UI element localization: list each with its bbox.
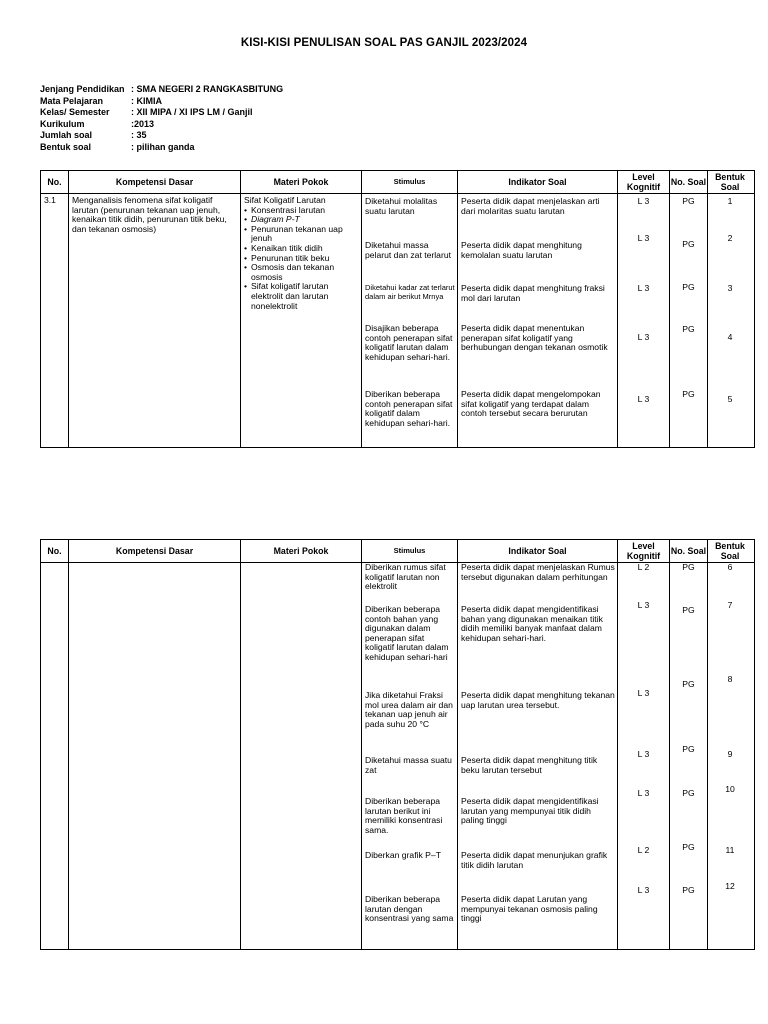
stimulus-cell: Diberikan beberapa contoh bahan yang digunakan dalam penerapan sifat koligatif larutan dalam kehidupan sehari-hari: [365, 604, 449, 662]
col-no-soal: [670, 194, 708, 447]
materi-item: • Konsentrasi larutan: [244, 206, 358, 216]
level-cell: L 3: [637, 332, 650, 342]
materi-title: Sifat Koligatif Larutan: [244, 195, 326, 205]
header-bentuk: Bentuk Soal: [715, 172, 745, 192]
header-no: No.: [41, 540, 69, 562]
meta-label: Mata Pelajaran: [40, 95, 104, 106]
col-indikator: [458, 194, 618, 447]
bentuk-cell: PG: [682, 842, 695, 852]
bentuk-cell: PG: [682, 885, 695, 895]
indikator-cell: Peserta didik dapat menunjukan grafik titik didih larutan: [461, 850, 608, 870]
header-stimulus: Stimulus: [362, 540, 458, 562]
header-stimulus: Stimulus: [362, 171, 458, 193]
meta-value: :2013: [131, 118, 155, 129]
table-header: [41, 540, 754, 563]
level-cell: L 3: [637, 885, 650, 895]
stimulus-cell: Disajikan beberapa contoh penerapan sifat koligatif larutan dalam kehidupan sehari-hari.: [365, 323, 453, 362]
header-materi: Materi Pokok: [241, 540, 362, 562]
indikator-cell: Peserta didik dapat mengidentifikasi larutan yang mempunyai titik didih paling tinggi: [461, 796, 599, 826]
stimulus-cell: Diberkan grafik P–T: [365, 850, 441, 860]
indikator-cell: Peserta didik dapat menjelaskan arti dari molaritas suatu larutan: [461, 196, 600, 216]
level-cell: L 3: [637, 394, 650, 404]
header-no-soal: No. Soal: [670, 540, 708, 562]
meta-label: Kelas/ Semester: [40, 107, 110, 117]
kd-number: 3.1: [44, 195, 56, 205]
stimulus-cell: Diberikan rumus sifat koligatif larutan non elektrolit: [365, 562, 446, 592]
table-header: [41, 171, 754, 194]
meta-kurikulum: [40, 119, 283, 131]
level-cell: L 3: [637, 196, 650, 206]
kisi-kisi-table-1: [40, 170, 755, 448]
stimulus-cell: Diketahui massa suatu zat: [365, 755, 452, 775]
level-cell: L 3: [637, 600, 650, 610]
question-number: 11: [725, 845, 735, 855]
bentuk-cell: PG: [682, 389, 695, 399]
col-bentuk: [708, 194, 752, 447]
col-bentuk: [708, 563, 752, 949]
col-stimulus: [362, 563, 458, 949]
indikator-cell: Peserta didik dapat menghitung kemolalan suatu larutan: [461, 240, 582, 260]
header-level: Level Kognitif: [618, 540, 670, 562]
question-number: 1: [727, 196, 733, 206]
level-cell: L 3: [637, 688, 650, 698]
col-no-soal: [670, 563, 708, 949]
stimulus-cell: Jika diketahui Fraksi mol urea dalam air dan tekanan uap jenuh air pada suhu 20 °C: [365, 690, 453, 729]
question-number: 12: [725, 881, 735, 891]
stimulus-cell: Diberikan beberapa larutan berikut ini memiliki konsentrasi sama.: [365, 796, 443, 835]
indikator-cell: Peserta didik dapat menghitung titik beku larutan tersebut: [461, 755, 598, 775]
meta-value: : XII MIPA / XI IPS LM / Ganjil: [131, 107, 253, 117]
indikator-cell: Peserta didik dapat Larutan yang mempunyai tekanan osmosis paling tinggi: [461, 894, 598, 924]
level-cell: L 2: [637, 562, 650, 572]
level-cell: L 3: [637, 749, 650, 759]
stimulus-cell: Diketahui kadar zat terlarut dalam air berikut Mrnya: [365, 283, 455, 301]
bentuk-cell: PG: [682, 196, 695, 206]
bentuk-cell: PG: [682, 239, 695, 249]
question-number: 7: [727, 600, 733, 610]
header-no-soal: No. Soal: [670, 171, 708, 193]
materi-item: • Penurunan tekanan uap jenuh: [244, 225, 358, 244]
meta-kelas: [40, 107, 283, 119]
meta-label: Jumlah soal: [40, 130, 93, 140]
meta-bentuk: [40, 142, 283, 154]
meta-mapel: [40, 96, 283, 108]
materi-item: • Penurunan titik beku: [244, 254, 358, 264]
indikator-cell: Peserta didik dapat mengelompokan sifat koligatif yang terdapat dalam contoh tersebut secara berurutan: [461, 389, 601, 419]
question-number: 2: [727, 233, 733, 243]
stimulus-cell: Diketahui massa pelarut dan zat terlarut: [365, 240, 451, 260]
stimulus-cell: Diketahui molalitas suatu larutan: [365, 196, 438, 216]
header-kd: Kompetensi Dasar: [69, 171, 241, 193]
meta-value: : KIMIA: [131, 95, 162, 106]
header-no: No.: [41, 171, 69, 193]
indikator-cell: Peserta didik dapat menghitung tekanan uap larutan urea tersebut.: [461, 690, 615, 710]
meta-label: Jenjang Pendidikan: [40, 84, 125, 94]
meta-jenjang: [40, 84, 283, 96]
col-no: [41, 194, 69, 447]
header-level: Level Kognitif: [618, 171, 670, 193]
level-cell: L 3: [637, 283, 650, 293]
question-number: 9: [727, 749, 733, 759]
question-number: 3: [727, 283, 733, 293]
question-number: 4: [727, 332, 733, 342]
meta-value: : 35: [131, 130, 147, 140]
col-level: [618, 194, 670, 447]
indikator-cell: Peserta didik dapat menjelaskan Rumus tersebut digunakan dalam perhitungan: [461, 562, 615, 582]
question-number: 6: [727, 562, 733, 572]
kisi-kisi-table-2: [40, 539, 755, 950]
bentuk-cell: PG: [682, 282, 695, 292]
col-level: [618, 563, 670, 949]
col-no: [41, 563, 69, 949]
bentuk-cell: PG: [682, 324, 695, 334]
indikator-cell: Peserta didik dapat menghitung fraksi mol dari larutan: [461, 283, 605, 303]
table-body: [41, 563, 754, 949]
col-materi: [241, 194, 362, 447]
indikator-cell: Peserta didik dapat mengidentifikasi bahan yang digunakan menaikan titik didih memiliki banyak manfaat dalam kehidupan sehari-hari.: [461, 604, 603, 643]
col-kd: [69, 194, 241, 447]
meta-value: : SMA NEGERI 2 RANGKASBITUNG: [131, 84, 284, 94]
table-body: [41, 194, 754, 447]
bentuk-cell: PG: [682, 679, 695, 689]
level-cell: L 3: [637, 788, 650, 798]
header-materi: Materi Pokok: [241, 171, 362, 193]
level-cell: L 3: [637, 233, 650, 243]
materi-item: • Sifat koligatif larutan elektrolit dan larutan nonelektrolit: [244, 282, 358, 311]
materi-pokok: [241, 194, 361, 313]
bentuk-cell: PG: [682, 605, 695, 615]
level-cell: L 2: [637, 845, 650, 855]
meta-jumlah: [40, 130, 283, 142]
kd-text: Menganalisis fenomena sifat koligatif larutan (penurunan tekanan uap jenuh, kenaikan titik didih, penurunan titik beku, dan tekanan osmosis): [72, 195, 227, 234]
bentuk-cell: PG: [682, 744, 695, 754]
col-kd: [69, 563, 241, 949]
question-number: 5: [727, 394, 733, 404]
materi-list: [244, 206, 358, 312]
question-number: 10: [725, 784, 735, 794]
header-indikator: Indikator Soal: [458, 171, 618, 193]
materi-item: • Osmosis dan tekanan osmosis: [244, 263, 358, 282]
bentuk-cell: PG: [682, 788, 695, 798]
meta-label: Kurikulum: [40, 118, 85, 129]
question-number: 8: [727, 674, 733, 684]
stimulus-cell: Diberikan beberapa larutan dengan konsentrasi yang sama: [365, 894, 454, 924]
bentuk-cell: PG: [682, 562, 695, 572]
col-materi: [241, 563, 362, 949]
meta-label: Bentuk soal: [40, 141, 92, 152]
header-indikator: Indikator Soal: [458, 540, 618, 562]
materi-item: • Diagram P-T: [244, 215, 358, 225]
document-metadata: [40, 84, 283, 153]
col-stimulus: [362, 194, 458, 447]
document-title: KISI-KISI PENULISAN SOAL PAS GANJIL 2023/2024: [240, 37, 528, 49]
meta-value: : pilihan ganda: [131, 141, 195, 152]
col-indikator: [458, 563, 618, 949]
header-kd: Kompetensi Dasar: [69, 540, 241, 562]
stimulus-cell: Diberikan beberapa contoh penerapan sifat koligatif dalam kehidupan sehari-hari.: [365, 389, 453, 428]
materi-item: • Kenaikan titik didih: [244, 244, 358, 254]
header-bentuk: Bentuk Soal: [715, 541, 745, 561]
indikator-cell: Peserta didik dapat menentukan penerapan sifat koligatif yang berhubungan dengan tekanan osmotik: [461, 323, 608, 353]
